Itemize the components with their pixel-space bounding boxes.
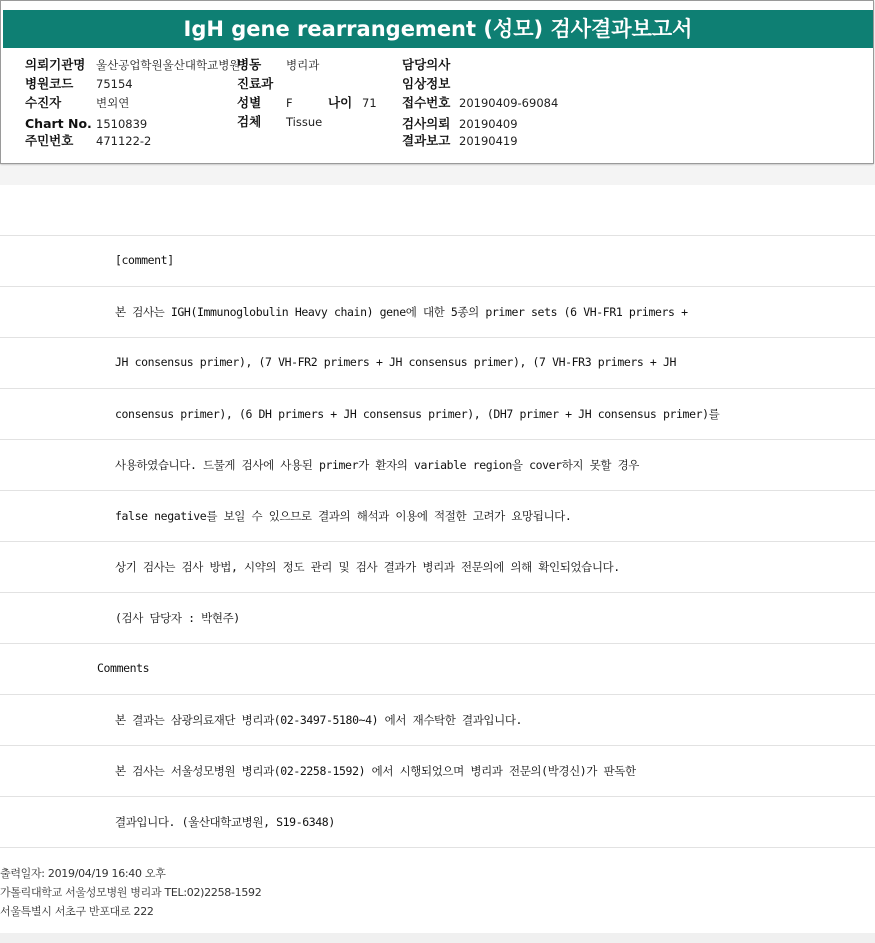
specimen-label: 검체 (237, 114, 262, 129)
report-line: 사용하였습니다. 드물게 검사에 사용된 primer가 환자의 variable region을 cover하지 못할 경우 (115, 458, 639, 472)
report-line: 상기 검사는 검사 방법, 시약의 정도 관리 및 검사 결과가 병리과 전문의에 의해 확인되었습니다. (115, 560, 620, 574)
specimen-value: Tissue (286, 115, 323, 129)
report-line: 결과입니다. (울산대학교병원, S19-6348) (115, 815, 335, 829)
table-row (0, 339, 875, 389)
chart-no-label: Chart No. (25, 116, 92, 131)
report-date-label: 결과보고 (402, 133, 451, 148)
table-row (0, 237, 875, 287)
report-line: (검사 담당자 : 박현주) (115, 611, 240, 625)
report-line: 본 검사는 IGH(Immunoglobulin Heavy chain) gene에 대한 5종의 primer sets (6 VH-FR1 primers + (115, 305, 688, 319)
print-date: 출력일자: 2019/04/19 16:40 오후 (0, 867, 166, 880)
table-row (0, 798, 875, 848)
institution-value: 울산공업학원울산대학교병원 (96, 58, 241, 72)
patient-label: 수진자 (25, 95, 62, 110)
doctor-label: 담당의사 (402, 57, 451, 72)
id-no-value: 471122-2 (96, 134, 152, 148)
request-date-label: 검사의뢰 (402, 116, 451, 131)
institution-label: 의뢰기관명 (25, 57, 86, 72)
receipt-no-label: 접수번호 (402, 95, 451, 110)
bottom-band (0, 933, 875, 943)
patient-value: 변외연 (96, 96, 130, 110)
report-line: 본 검사는 서울성모병원 병리과(02-2258-1592) 에서 시행되었으며 병리과 전문의(박경신)가 판독한 (115, 764, 636, 778)
request-date-value: 20190409 (459, 117, 518, 131)
table-row (0, 492, 875, 542)
report-header (0, 0, 874, 164)
separator-band (0, 166, 875, 185)
report-line: 본 결과는 삼광의료재단 병리과(02-3497-5180~4) 에서 재수탁한 결과입니다. (115, 713, 523, 727)
table-row (0, 390, 875, 440)
table-row (0, 186, 875, 236)
chart-no-value: 1510839 (96, 117, 148, 131)
report-line: JH consensus primer), (7 VH-FR2 primers + JH consensus primer), (7 VH-FR3 primers + JH (115, 355, 677, 369)
clinical-info-label: 임상정보 (402, 76, 451, 91)
comment-heading: [comment] (115, 253, 174, 267)
id-no-label: 주민번호 (25, 133, 74, 148)
receipt-no-value: 20190409-69084 (459, 96, 559, 110)
table-row (0, 543, 875, 593)
table-row (0, 288, 875, 338)
table-row (0, 696, 875, 746)
ward-value: 병리과 (286, 58, 320, 72)
report-date-value: 20190419 (459, 134, 518, 148)
table-row (0, 594, 875, 644)
table-row (0, 645, 875, 695)
hospital-code-value: 75154 (96, 77, 133, 91)
age-value: 71 (362, 96, 377, 110)
report-title: IgH gene rearrangement (성모) 검사결과보고서 (3, 10, 873, 48)
report-line: false negative를 보일 수 있으므로 결과의 해석과 이용에 적절한 고려가 요망됩니다. (115, 509, 572, 523)
ward-label: 병동 (237, 57, 262, 72)
sex-value: F (286, 96, 293, 110)
age-label: 나이 (328, 95, 353, 110)
table-row (0, 747, 875, 797)
address: 서울특별시 서초구 반포대로 222 (0, 905, 154, 918)
hospital-code-label: 병원코드 (25, 76, 74, 91)
report-line: consensus primer), (6 DH primers + JH consensus primer), (DH7 primer + JH consensus primer)를 (115, 407, 720, 421)
comments-heading: Comments (97, 661, 150, 675)
hospital-info: 가톨릭대학교 서울성모병원 병리과 TEL:02)2258-1592 (0, 886, 262, 899)
table-row (0, 441, 875, 491)
department-label: 진료과 (237, 76, 274, 91)
sex-label: 성별 (237, 95, 262, 110)
